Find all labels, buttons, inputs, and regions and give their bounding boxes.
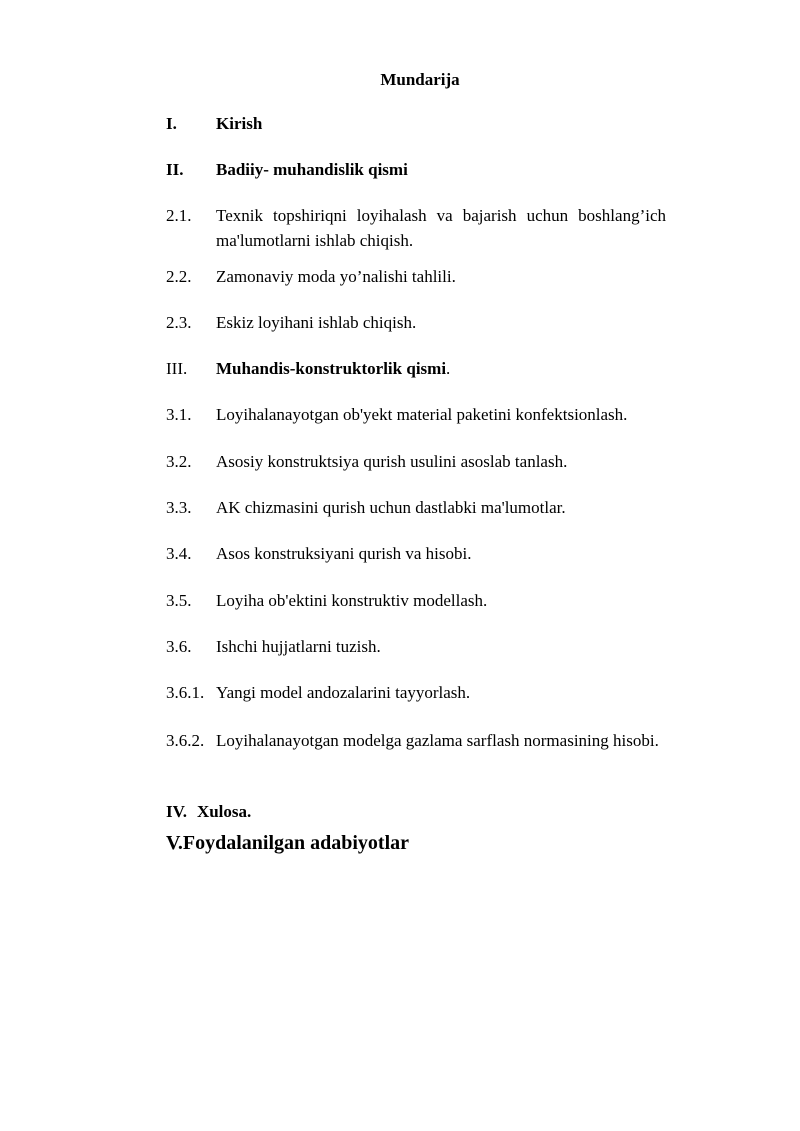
toc-entry-number: 3.3.	[166, 498, 192, 517]
toc-entry-number: 3.2.	[166, 452, 192, 471]
toc-entry-text: Loyiha ob'ektini konstruktiv modellash.	[216, 591, 488, 610]
toc-entry-text: Asosiy konstruktsiya qurish usulini asoslab tanlash.	[216, 452, 568, 471]
toc-entry-2-1	[166, 203, 713, 253]
toc-entry-3-3	[166, 495, 713, 520]
toc-entry-text: AK chizmasini qurish uchun dastlabki ma'lumotlar.	[216, 498, 566, 517]
toc-entry-text: Eskiz loyihani ishlab chiqish.	[216, 313, 417, 332]
toc-entry-number: 3.1.	[166, 405, 192, 424]
toc-entry-number: 3.4.	[166, 544, 192, 563]
toc-entry-number: 2.3.	[166, 313, 192, 332]
toc-entry-text: Zamonaviy moda yo’nalishi tahlili.	[216, 267, 456, 286]
toc-entry-text: Badiiy- muhandislik qismi	[216, 160, 408, 179]
toc-entry-number: 3.6.	[166, 637, 192, 656]
page-title: Mundarija	[380, 70, 460, 89]
toc-entry-text: Yangi model andozalarini tayyorlash.	[216, 683, 471, 702]
toc-entry-number: III.	[166, 359, 188, 378]
toc-entry-number: I.	[166, 114, 177, 133]
toc-entry-kirish	[166, 111, 713, 136]
toc-entry-number: 2.1.	[166, 206, 192, 225]
toc-entry-text: Kirish	[216, 114, 263, 133]
toc-entry-2-3	[166, 310, 713, 335]
toc-entry-3-6-2	[166, 728, 713, 753]
toc-entry-3-4	[166, 541, 713, 566]
toc-entry-foydalanilgan-adabiyotlar: V.Foydalanilgan adabiyotlar	[166, 832, 410, 854]
toc-entry-text: Texnik topshiriqni loyihalash va bajarish uchun boshlang’ich ma'lumotlarni ishlab chiqish.	[216, 206, 666, 250]
toc-entry-badiiy	[166, 157, 713, 182]
toc-entry-text: Muhandis-konstruktorlik qismi	[216, 359, 447, 378]
toc-entry-number: 3.5.	[166, 591, 192, 610]
toc-entry-3-1	[166, 402, 713, 427]
toc-entry-muhandis	[166, 356, 713, 381]
toc-entry-3-5	[166, 588, 713, 613]
toc-entry-xulosa	[166, 799, 251, 824]
toc-entry-tail: .	[446, 359, 451, 378]
toc-entry-number: 3.6.1.	[166, 683, 205, 702]
toc-entry-number: 2.2.	[166, 267, 192, 286]
toc-entry-text: Loyihalanayotgan ob'yekt material paketini konfektsionlash.	[216, 405, 628, 424]
toc-entry-3-6-1	[166, 680, 713, 705]
toc-entry-text: Xulosa.	[196, 802, 252, 821]
toc-entry-2-2	[166, 264, 713, 289]
toc-entry-3-6	[166, 634, 713, 659]
toc-entry-3-2	[166, 449, 713, 474]
toc-entry-text: Loyihalanayotgan modelga gazlama sarflash normasining hisobi.	[216, 731, 659, 750]
toc-entry-number: II.	[166, 160, 184, 179]
toc-entry-text: Asos konstruksiyani qurish va hisobi.	[216, 544, 472, 563]
toc-entry-number: IV.	[166, 802, 187, 821]
toc-entry-number: 3.6.2.	[166, 731, 205, 750]
toc-entry-text: Ishchi hujjatlarni tuzish.	[216, 637, 381, 656]
